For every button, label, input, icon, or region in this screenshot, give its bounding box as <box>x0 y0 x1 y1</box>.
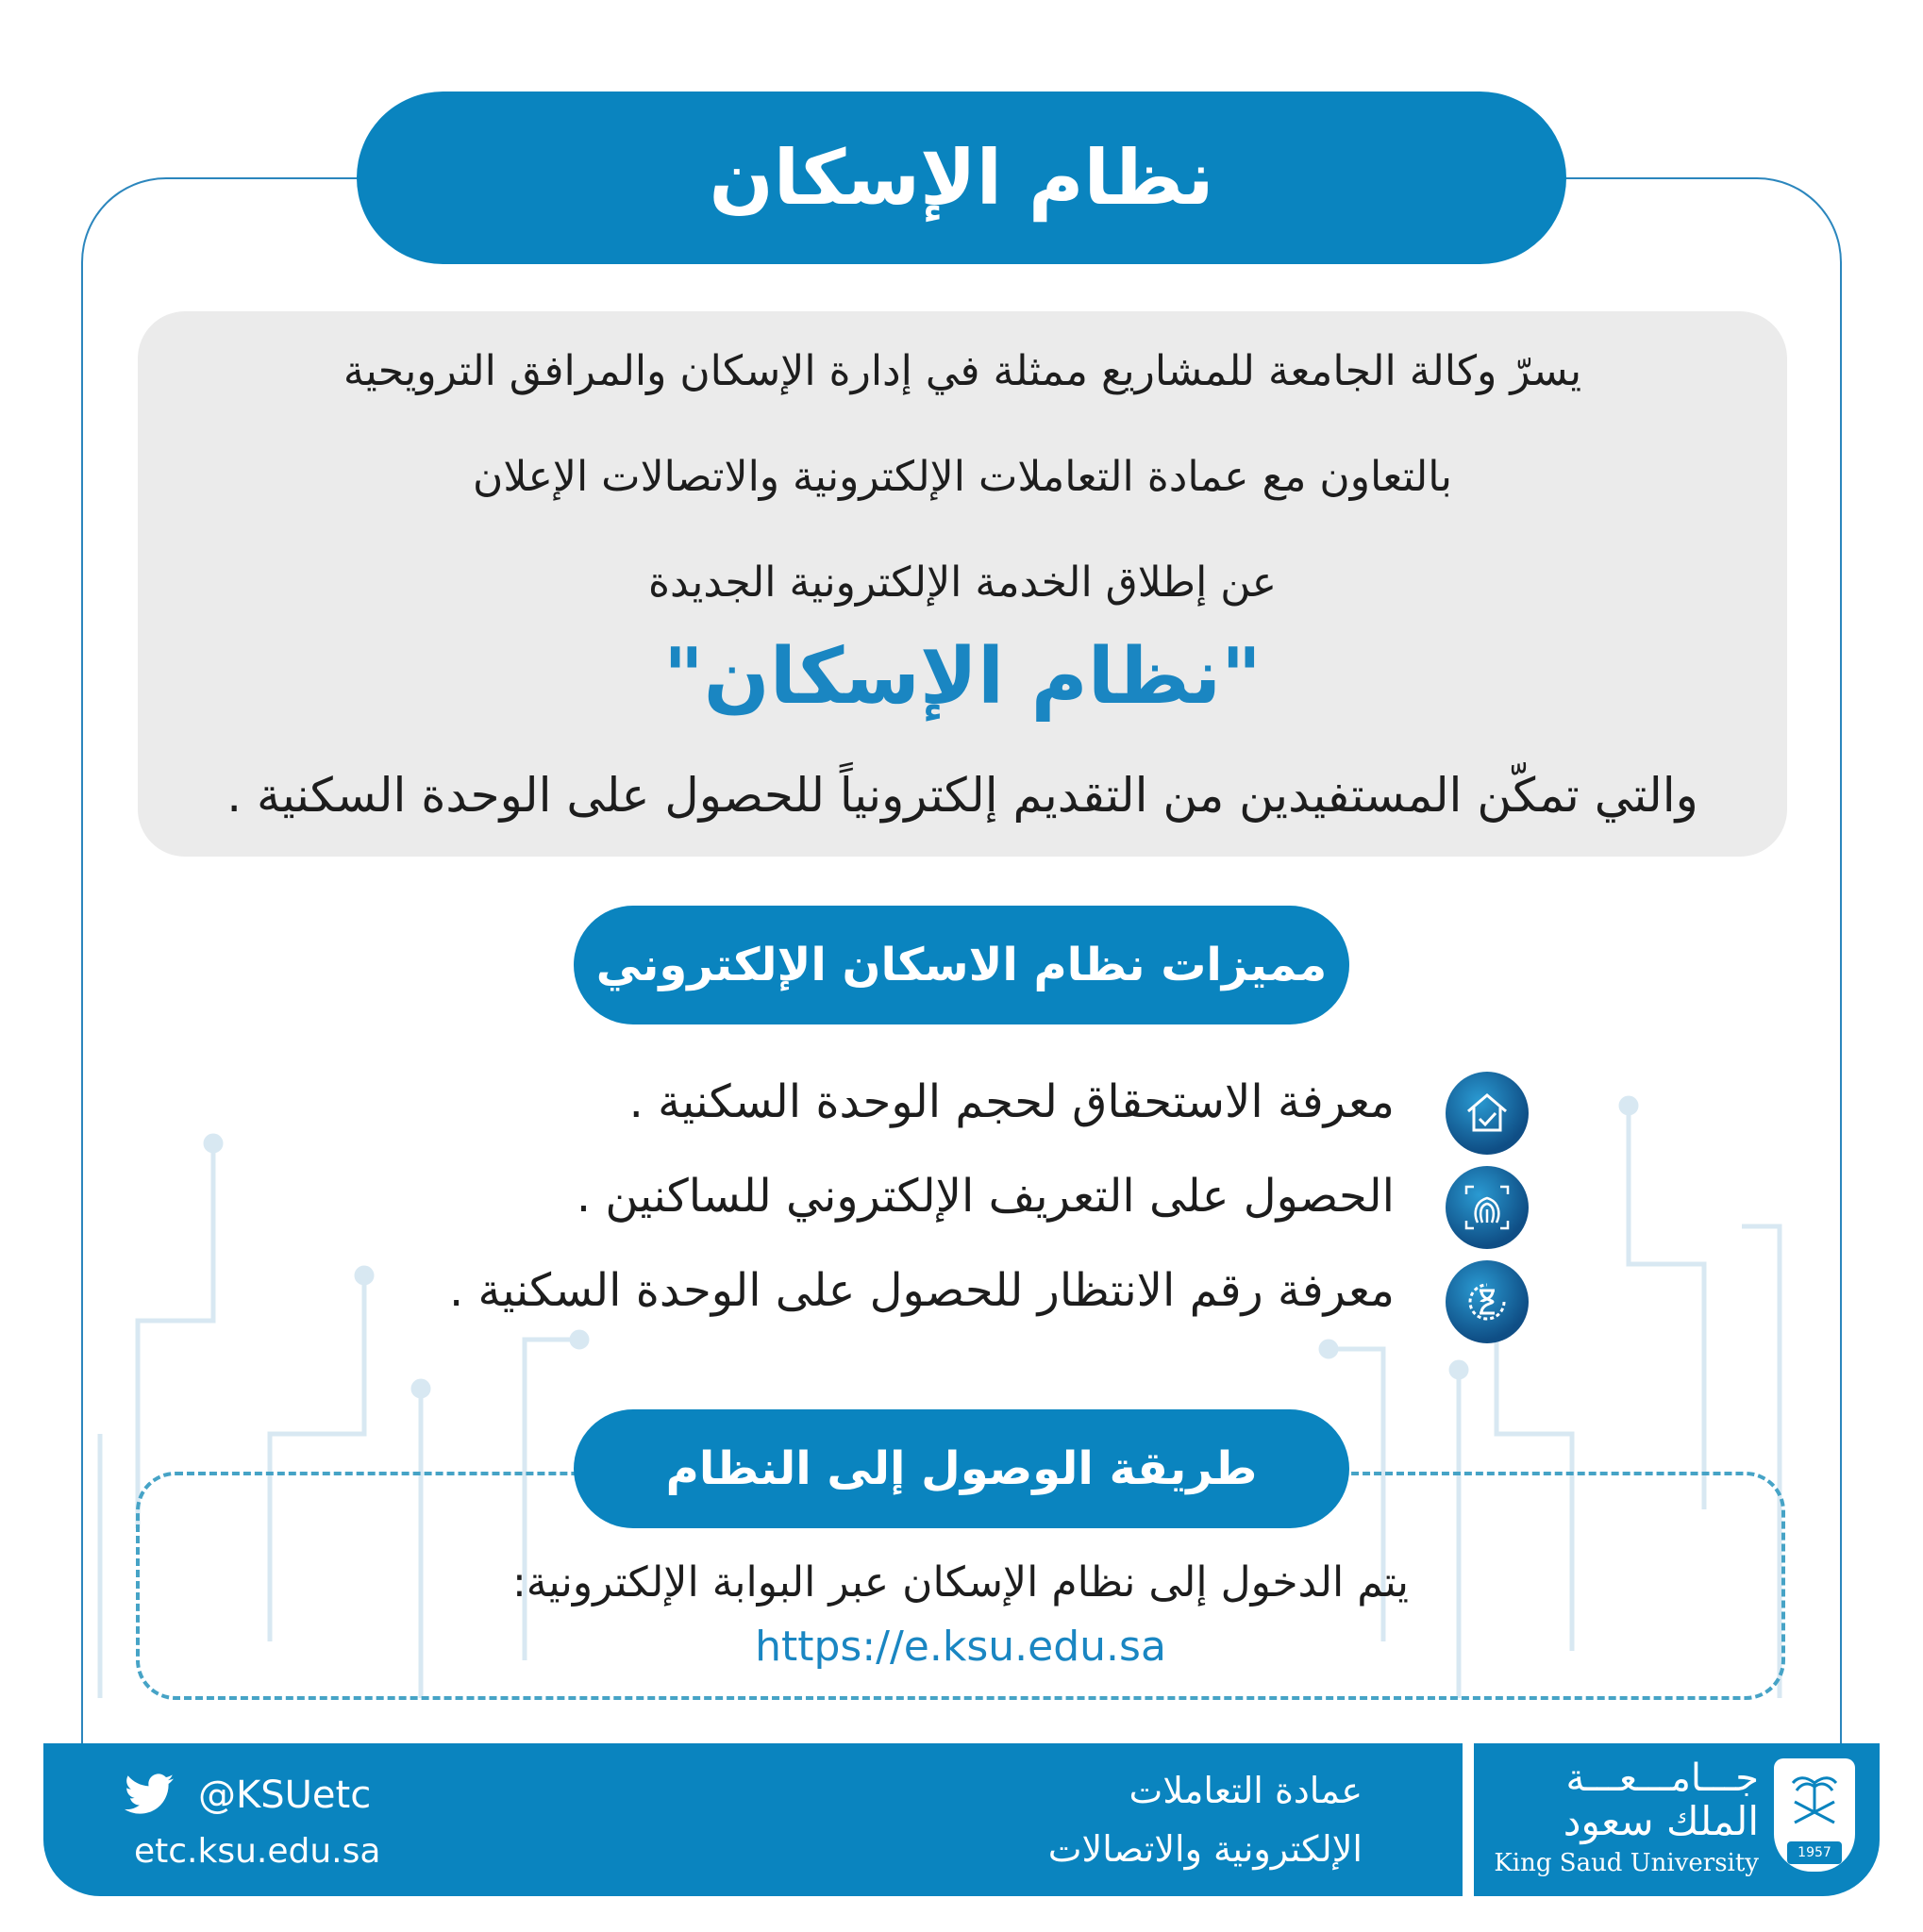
palm-swords-icon <box>1774 1758 1855 1838</box>
access-heading-text: طريقة الوصول إلى النظام <box>665 1442 1258 1495</box>
page-title: نظام الإسكان <box>709 134 1214 222</box>
intro-line-1: يسرّ وكالة الجامعة للمشاريع ممثلة في إدارة الإسكان والمرافق الترويحية <box>343 347 1582 395</box>
footer-website[interactable]: etc.ksu.edu.sa <box>134 1832 381 1871</box>
portal-link[interactable]: https://e.ksu.edu.sa <box>755 1623 1166 1671</box>
intro-line-4: والتي تمكّن المستفيدين من التقديم إلكترونياً للحصول على الوحدة السكنية . <box>226 768 1698 823</box>
access-heading <box>574 1409 1349 1528</box>
university-name-ar-line-1: جـــامـــعـــة <box>1565 1757 1759 1800</box>
features-heading-text: مميزات نظام الاسكان الإلكتروني <box>595 939 1328 991</box>
feature-text: معرفة رقم الانتظار للحصول على الوحدة السكنية . <box>449 1264 1395 1317</box>
university-name-ar-line-2: الملك سعود <box>1563 1798 1759 1844</box>
feature-item <box>396 1068 1529 1162</box>
emblem-year: 1957 <box>1787 1841 1842 1864</box>
feature-item <box>396 1162 1529 1257</box>
intro-box <box>138 311 1787 857</box>
twitter-handle[interactable]: @KSUetc <box>198 1774 372 1817</box>
intro-line-2: بالتعاون مع عمادة التعاملات الإلكترونية والاتصالات الإعلان <box>473 453 1452 501</box>
footer <box>43 1743 1880 1896</box>
university-emblem <box>1774 1758 1855 1872</box>
university-name-en: King Saud University <box>1494 1849 1759 1877</box>
deanship-name-line-2: الإلكترونية والاتصالات <box>1047 1828 1363 1870</box>
house-check-icon <box>1446 1072 1529 1155</box>
feature-text: الحصول على التعريف الإلكتروني للساكنين . <box>576 1170 1395 1223</box>
footer-divider <box>1463 1743 1474 1896</box>
features-heading <box>574 906 1349 1024</box>
access-instructions: يتم الدخول إلى نظام الإسكان عبر البوابة الإلكترونية: <box>511 1558 1410 1607</box>
intro-line-3: عن إطلاق الخدمة الإلكترونية الجديدة <box>647 558 1278 607</box>
fingerprint-icon <box>1446 1166 1529 1249</box>
deanship-name-line-1: عمادة التعاملات <box>1129 1770 1363 1811</box>
intro-highlight: "نظام الإسكان" <box>663 632 1262 722</box>
title-banner <box>357 92 1566 264</box>
hourglass-icon <box>1446 1260 1529 1343</box>
feature-text: معرفة الاستحقاق لحجم الوحدة السكنية . <box>628 1075 1395 1128</box>
twitter-icon[interactable] <box>125 1774 174 1815</box>
feature-item <box>396 1257 1529 1351</box>
